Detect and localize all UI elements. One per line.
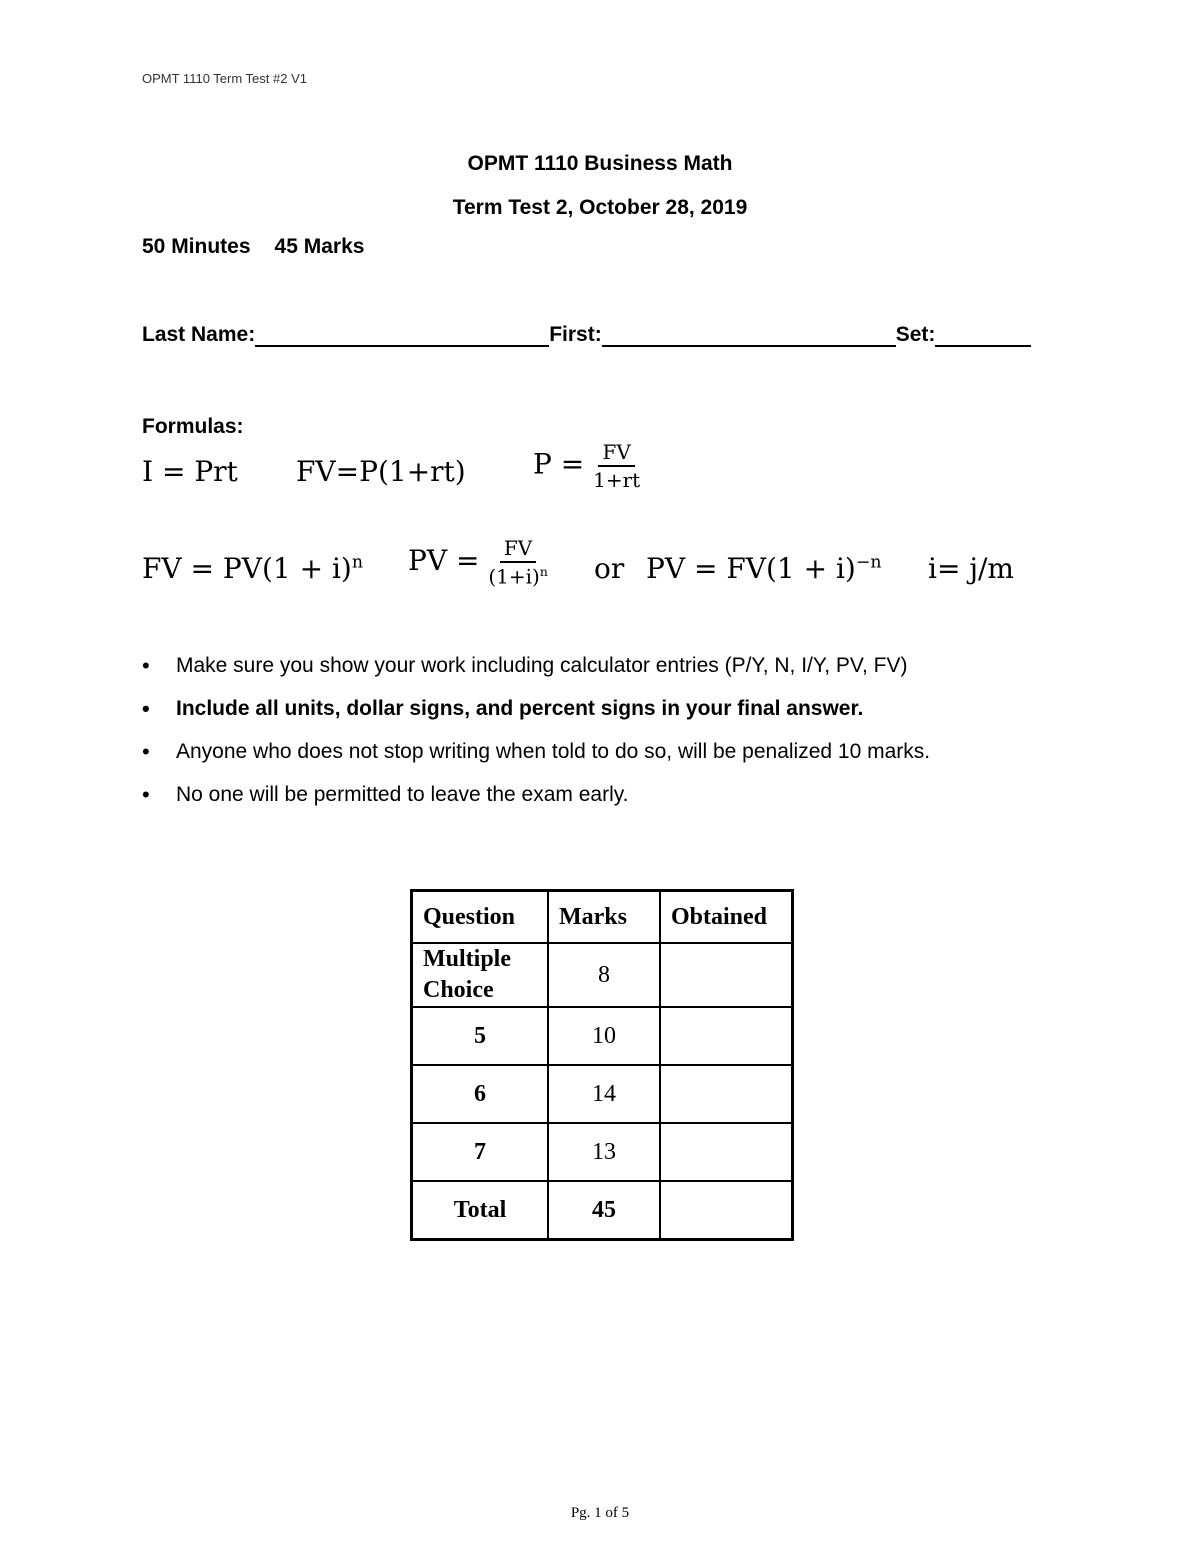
- column-header: Question: [412, 891, 549, 944]
- pv-alt-base: PV = FV(1 + i): [646, 552, 856, 585]
- marks-table: [410, 889, 794, 1241]
- marks-cell: 8: [548, 943, 660, 1007]
- pv-numerator: FV: [500, 537, 536, 563]
- pv-denominator-base: (1+i): [488, 564, 540, 589]
- formula-principal: [533, 441, 640, 491]
- obtained-cell[interactable]: [660, 1007, 793, 1065]
- last-name-label: Last Name:: [142, 323, 256, 346]
- total-label-cell: Total: [412, 1181, 549, 1240]
- formula-pv-alt: [646, 552, 882, 585]
- column-header: Obtained: [660, 891, 793, 944]
- pv-denominator: [488, 563, 547, 588]
- marks-cell: 14: [548, 1065, 660, 1123]
- total-marks-cell: 45: [548, 1181, 660, 1240]
- first-name-blank[interactable]: [602, 323, 896, 347]
- formula-principal-lhs: P =: [533, 447, 585, 481]
- formula-interest: I = Prt: [142, 455, 238, 488]
- principal-fraction: [593, 441, 640, 491]
- total-marks: 45 Marks: [274, 235, 365, 258]
- formula-periodic-rate: i= j/m: [928, 552, 1014, 585]
- question-cell: 5: [412, 1007, 549, 1065]
- pv-denominator-exponent: n: [539, 564, 548, 579]
- marks-cell: 13: [548, 1123, 660, 1181]
- course-title: OPMT 1110 Business Math: [467, 152, 733, 175]
- obtained-cell[interactable]: [660, 1065, 793, 1123]
- instruction-item: • Make sure you show your work including calculator entries (P/Y, N, I/Y, PV, FV): [142, 650, 930, 693]
- page-number: Pg. 1 of 5: [570, 1505, 630, 1521]
- pv-alt-exponent: −n: [855, 552, 882, 573]
- question-cell: Multiple Choice: [412, 943, 549, 1007]
- table-row: [412, 1181, 793, 1240]
- table-row: [412, 1123, 793, 1181]
- principal-denominator: 1+rt: [593, 468, 641, 492]
- set-label: Set:: [895, 323, 936, 346]
- table-header-row: [412, 891, 793, 944]
- formulas-heading: Formulas:: [142, 415, 244, 438]
- table-row: [412, 1007, 793, 1065]
- last-name-blank[interactable]: [255, 323, 549, 347]
- set-blank[interactable]: [935, 323, 1031, 347]
- fv-compound-exponent: n: [351, 552, 364, 573]
- formula-pv: [408, 537, 548, 588]
- test-subtitle: Term Test 2, October 28, 2019: [452, 196, 748, 219]
- fv-compound-base: FV = PV(1 + i): [142, 552, 352, 585]
- obtained-cell[interactable]: [660, 1123, 793, 1181]
- total-obtained-cell[interactable]: [660, 1181, 793, 1240]
- pv-fraction: [488, 537, 547, 588]
- obtained-cell[interactable]: [660, 943, 793, 1007]
- question-cell: 7: [412, 1123, 549, 1181]
- table-row: [412, 1065, 793, 1123]
- running-header: OPMT 1110 Term Test #2 V1: [142, 71, 307, 86]
- instruction-item: • Include all units, dollar signs, and percent signs in your final answer.: [142, 693, 930, 736]
- student-info-row: [142, 323, 1031, 347]
- pv-lhs: PV =: [408, 543, 480, 577]
- instruction-item: • Anyone who does not stop writing when told to do so, will be penalized 10 marks.: [142, 736, 930, 779]
- instruction-item: • No one will be permitted to leave the exam early.: [142, 779, 930, 822]
- first-name-label: First:: [549, 323, 602, 346]
- formula-or: or: [594, 552, 625, 585]
- principal-numerator: FV: [598, 441, 634, 467]
- table-row: [412, 943, 793, 1007]
- marks-cell: 10: [548, 1007, 660, 1065]
- question-cell: 6: [412, 1065, 549, 1123]
- test-duration-info: [142, 235, 364, 259]
- duration: 50 Minutes: [142, 235, 251, 258]
- column-header: Marks: [548, 891, 660, 944]
- formula-fv-simple: FV=P(1+rt): [296, 455, 466, 488]
- formula-fv-compound: [142, 552, 363, 585]
- instructions-list: [142, 650, 930, 822]
